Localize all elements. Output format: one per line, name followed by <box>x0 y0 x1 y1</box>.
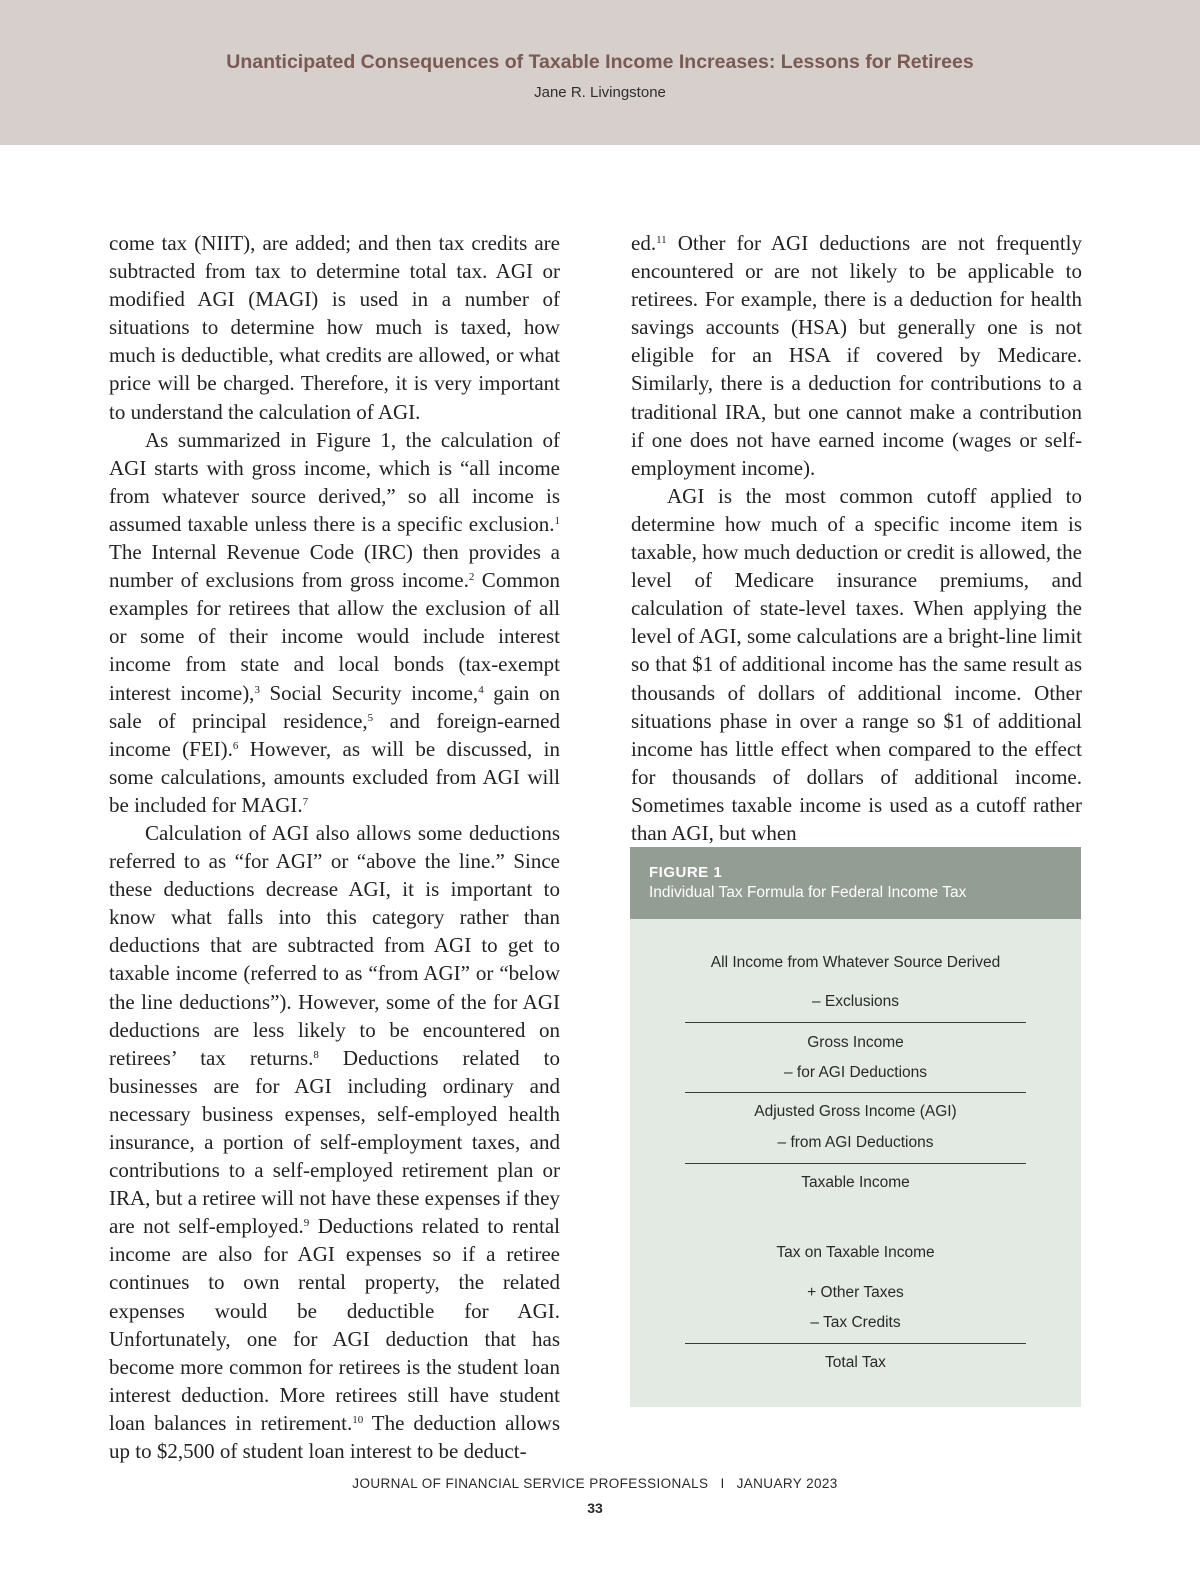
journal-name: JOURNAL OF FINANCIAL SERVICE PROFESSIONALS <box>352 1476 709 1491</box>
footnote-ref[interactable]: 4 <box>478 683 484 696</box>
footnote-ref[interactable]: 7 <box>302 796 309 809</box>
text-run: gain on sale of principal residence, <box>109 680 560 733</box>
issue-date: JANUARY 2023 <box>736 1476 838 1491</box>
footer-journal <box>0 1476 1190 1491</box>
formula-line: + Other Taxes <box>807 1284 904 1301</box>
right-column <box>631 229 1082 847</box>
footnote-ref[interactable]: 2 <box>468 571 475 584</box>
formula-line: All Income from Whatever Source Derived <box>710 954 1001 971</box>
formula-rule <box>685 1163 1026 1164</box>
article-author: Jane R. Livingstone <box>534 84 666 101</box>
paragraph: come tax (NIIT), are added; and then tax credits are subtracted from tax to determine total tax. AGI or modified AGI (MAGI) is used in a number of situations to determine how much is taxed, how much is deductible, what credits are allowed, or what price will be charged. Therefore, it is very important to understand the calculation of AGI. <box>109 231 560 424</box>
text-run: Calculation of AGI also allows some deductions referred to as “for AGI” or “above the line.” Since these deductions decrease AGI, it is important to know what falls into this category rather than deductions that are subtracted from AGI to get to taxable income (referred to as “from AGI” or “below the line deductions”). However, some of the for AGI deductions are less likely to be encountered on retirees’ tax returns. <box>109 820 560 1070</box>
paragraph <box>109 426 560 819</box>
footnote-ref[interactable]: 6 <box>232 739 239 752</box>
formula-line: – Tax Credits <box>810 1314 901 1331</box>
formula-line: – Exclusions <box>811 993 899 1010</box>
footnote-ref[interactable]: 8 <box>313 1048 319 1061</box>
formula-line: Gross Income <box>807 1034 904 1051</box>
paragraph <box>631 229 1082 482</box>
formula-line: – for AGI Deductions <box>783 1064 928 1081</box>
text-run: As summarized in Figure 1, the calculation of AGI starts with gross income, which is “all income from whatever source derived,” so all income is assumed taxable unless there is a specific exclusion. <box>109 427 560 536</box>
page-number: 33 <box>587 1500 603 1516</box>
footnote-ref[interactable]: 10 <box>352 1414 364 1427</box>
footnote-ref[interactable]: 9 <box>303 1217 310 1230</box>
figure-1 <box>630 847 1081 1407</box>
figure-label: FIGURE 1 <box>649 864 723 881</box>
text-run: ed. <box>631 231 657 255</box>
paragraph: AGI is the most common cutoff applied to determine how much of a specific income item is taxable, how much deduction or credit is allowed, the level of Medicare insurance premiums, and calculation of state-level taxes. When applying the level of AGI, some calculations are a bright-line limit so that $1 of additional income has the same result as thousands of dollars of additional income. Other situations phase in over a range so $1 of additional income has little effect when compared to the effect for thousands of dollars of additional income. Sometimes taxable income is used as a cutoff rather than AGI, but when <box>631 483 1082 845</box>
formula-line: Taxable Income <box>801 1174 910 1191</box>
formula-line: Total Tax <box>825 1354 886 1371</box>
formula-rule <box>685 1022 1026 1023</box>
text-run: and foreign-earned income (FEI). <box>109 708 560 761</box>
figure-caption: Individual Tax Formula for Federal Income Tax <box>649 884 967 901</box>
footer-separator: I <box>720 1476 725 1491</box>
text-run: Deductions related to businesses are for AGI including ordinary and necessary business expenses, self-employed health insurance, a portion of self-employment taxes, and contributions to a self-employed retirement plan or IRA, but a retiree will not have these expenses if they are not self-employed. <box>109 1045 560 1239</box>
text-run: The deduction allows up to $2,500 of student loan interest to be deduct- <box>109 1410 560 1464</box>
formula-line: Adjusted Gross Income (AGI) <box>754 1103 957 1120</box>
text-run: Social Security income, <box>259 680 479 705</box>
formula-line: Tax on Taxable Income <box>776 1244 935 1261</box>
text-run: Common examples for retirees that allow the exclusion of all or some of their income would include interest income from state and local bonds (tax-exempt interest income), <box>109 568 560 705</box>
footnote-ref[interactable]: 11 <box>656 234 667 247</box>
text-run: Deductions related to rental income are also for AGI expenses so if a retiree continues to own rental property, the related expenses would be deductible for AGI. Unfortunately, one for AGI deduction that has become more common for retirees is the student loan interest deduction. More retirees still have student loan balances in retirement. <box>109 1214 560 1435</box>
article-title: Unanticipated Consequences of Taxable Income Increases: Lessons for Retirees <box>226 51 974 73</box>
text-run: Other for AGI deductions are not frequently encountered or are not likely to be applicable to retirees. For example, there is a deduction for health savings accounts (HSA) but generally one is not eligible for an HSA if covered by Medicare. Similarly, there is a deduction for contributions to a traditional IRA, but one cannot make a contribution if one does not have earned income (wages or self-employment income). <box>631 231 1082 480</box>
footnote-ref[interactable]: 5 <box>367 711 374 724</box>
text-run: However, as will be discussed, in some calculations, amounts excluded from AGI will be included for MAGI. <box>109 736 560 817</box>
text-run: The Internal Revenue Code (IRC) then provides a number of exclusions from gross income. <box>109 540 560 593</box>
figure-header <box>630 847 1081 919</box>
footnote-ref[interactable]: 3 <box>254 683 260 696</box>
formula-rule <box>685 1092 1026 1093</box>
paragraph <box>109 819 560 1465</box>
left-column <box>109 229 560 1465</box>
formula-rule <box>685 1343 1026 1344</box>
footnote-ref[interactable]: 1 <box>554 515 560 528</box>
formula-line: – from AGI Deductions <box>777 1134 934 1151</box>
